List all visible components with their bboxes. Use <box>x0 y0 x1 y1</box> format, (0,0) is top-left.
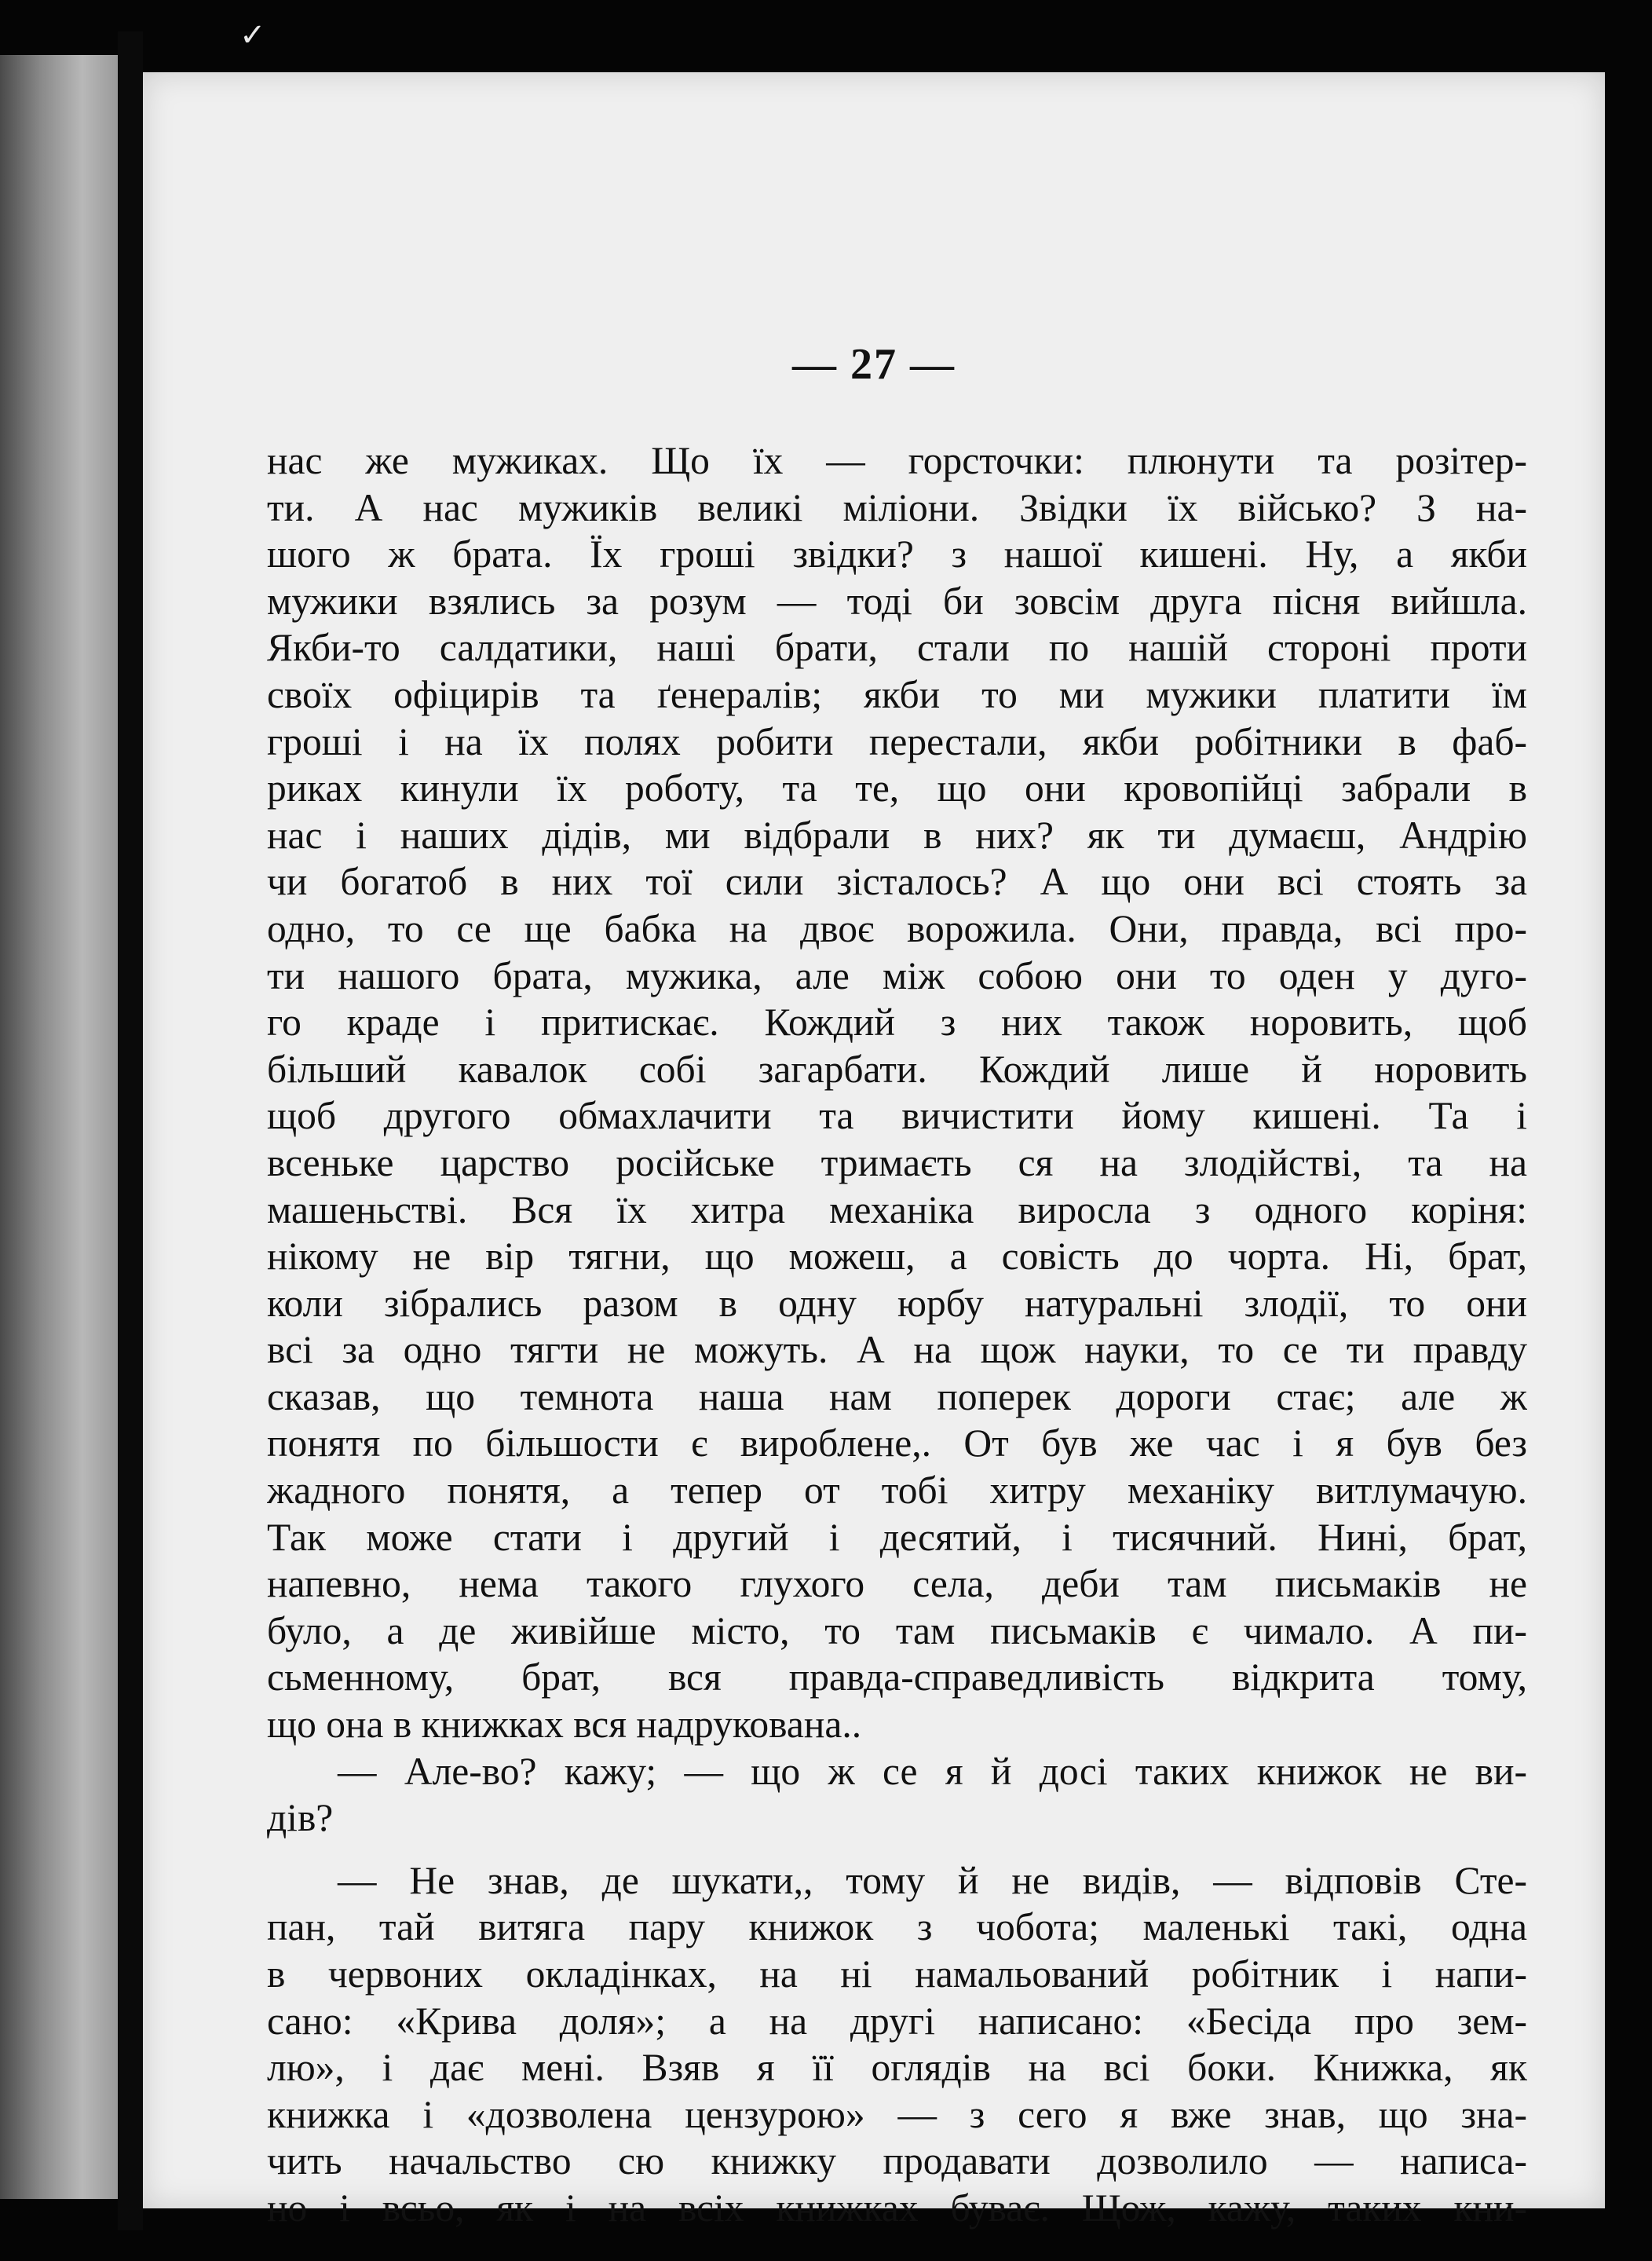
book-gutter <box>118 31 143 2230</box>
book-page <box>143 72 1605 2230</box>
scan-mark-icon: ✓ <box>239 17 266 53</box>
text-line: — Не знав, де шукати,, тому й не видів, — відповів Сте- <box>338 1858 1527 1902</box>
page-text <box>267 437 1527 2232</box>
text-line: що она в книжках вся надрукована.. <box>267 1703 862 1747</box>
text-line: своїх офіцирів та ґенералів; якби то ми мужики платити їм <box>267 672 1527 716</box>
text-line: жадного понятя, а тепер от тобі хитру механіку витлумачую. <box>267 1469 1527 1513</box>
paragraph-spacer <box>267 1842 1527 1857</box>
text-line: напевно, нема такого глухого села, деби там письмаків не <box>267 1562 1527 1606</box>
text-line: книжка і «дозволена цензурою» — з сего я вже знав, що зна- <box>267 2092 1527 2136</box>
text-line: нікому не вір тягни, що можеш, а совість до чорта. Ні, брат, <box>267 1235 1527 1279</box>
text-line: чи богатоб в них тої сили зісталось? А що они всі стоять за <box>267 860 1527 904</box>
paragraph-main <box>267 437 1527 1748</box>
paragraph-dialogue-1 <box>267 1748 1527 1842</box>
text-line: одно, то се ще бабка на двоє ворожила. Они, правда, всі про- <box>267 906 1527 950</box>
text-line: було, а де живійше місто, то там письмаків є чимало. А пи- <box>267 1608 1527 1652</box>
text-line: більший кавалок собі загарбати. Кождий лише й норовить <box>267 1047 1527 1091</box>
text-line: Так може стати і другий і десятий, і тисячний. Нині, брат, <box>267 1515 1527 1559</box>
text-line: нас і наших дідів, ми відбрали в них? як ти думаєш, Андрію <box>267 813 1527 857</box>
text-line: — Але-во? кажу; — що ж се я й досі таких книжок не ви- <box>338 1749 1527 1793</box>
text-line: сьменному, брат, вся правда-справедливість відкрита тому, <box>267 1656 1527 1699</box>
text-line: ти. А нас мужиків великі міліони. Звідки їх військо? З на- <box>267 485 1527 529</box>
text-line: лю», і дає мені. Взяв я її оглядів на всі боки. Книжка, як <box>267 2046 1527 2090</box>
text-line: всеньке царство російське тримаєть ся на злодійстві, та на <box>267 1140 1527 1184</box>
text-line: нас же мужиках. Що їх — горсточки: плюнути та розітер- <box>267 439 1527 482</box>
text-line: дів? <box>267 1796 334 1840</box>
text-line: машеньстві. Вся їх хитра механіка виросла з одного коріня: <box>267 1187 1527 1231</box>
text-line: в червоних окладінках, на ні намальований робітник і напи- <box>267 1952 1527 1996</box>
text-line: го краде і притискає. Кождий з них також норовить, щоб <box>267 1001 1527 1045</box>
text-line: щоб другого обмахлачити та вичистити йому кишені. Та і <box>267 1094 1527 1138</box>
paragraph-dialogue-2 <box>267 1857 1527 2232</box>
text-line: мужики взялись за розум — тоді би зовсім друга пісня вийшла. <box>267 579 1527 623</box>
text-line: всі за одно тягти не можуть. А на щож науки, то се ти правду <box>267 1328 1527 1372</box>
text-line: риках кинули їх роботу, та те, що они кровопійці забрали в <box>267 766 1527 810</box>
page-number: — 27 — <box>792 340 956 389</box>
text-line: но і всьо, як і на всіх книжках буває. Щож, кажу, таких кни- <box>267 2186 1527 2230</box>
text-line: сано: «Крива доля»; а на другі написано: «Бесіда про зем- <box>267 1999 1527 2043</box>
text-line: коли зібрались разом в одну юрбу натуральні злодії, то они <box>267 1281 1527 1325</box>
adjacent-page-edge <box>0 55 118 2199</box>
text-line: ти нашого брата, мужика, але між собою они то оден у дуго- <box>267 953 1527 997</box>
text-line: чить начальство сю книжку продавати дозволило — написа- <box>267 2139 1527 2183</box>
text-line: пан, тай витяга пару книжок з чобота; маленькі такі, одна <box>267 1905 1527 1949</box>
text-line: шого ж брата. Їх гроші звідки? з нашої кишені. Ну, а якби <box>267 532 1527 576</box>
text-line: Якби-то салдатики, наші брати, стали по нашій стороні проти <box>267 626 1527 670</box>
text-line: сказав, що темнота наша нам поперек дороги стає; але ж <box>267 1374 1527 1418</box>
text-line: понятя по більшости є вироблене,. От був же час і я був без <box>267 1421 1527 1465</box>
text-line: гроші і на їх полях робити перестали, якби робітники в фаб- <box>267 719 1527 763</box>
